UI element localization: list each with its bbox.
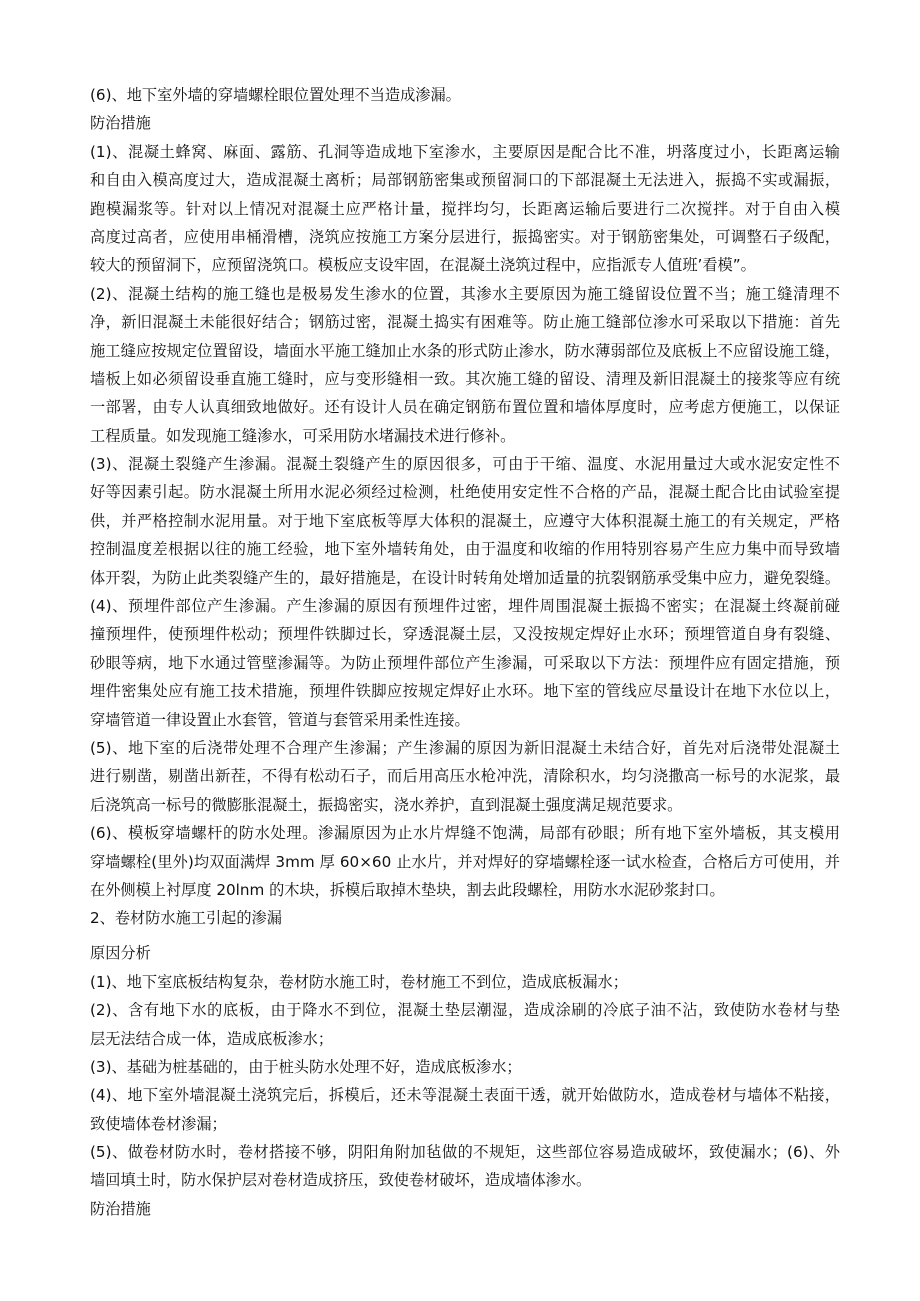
text-line: 好等因素引起。防水混凝土所用水泥必须经过检测，杜绝使用安定性不合格的产品，混凝土配合比由试验室提 [90,483,840,502]
text-line: 高度过高者，应使用串桶滑槽，浇筑应按施工方案分层进行，振捣密实。对于钢筋密集处，可调整石子级配， [90,227,840,246]
text-line: 控制温度差根据以往的施工经验，地下室外墙转角处，由于温度和收缩的作用特别容易产生应力集中而导致墙 [90,540,840,559]
text-line: 较大的预留洞下，应预留浇筑口。模板应支设牢固，在混凝土浇筑过程中，应指派专人值班’看模”。 [90,256,756,275]
text-line: 2、卷材防水施工引起的渗漏 [90,909,282,928]
text-line: 工程质量。如发现施工缝渗水，可采用防水堵漏技术进行修补。 [90,426,516,445]
text-line: 墙回填土时，防水保护层对卷材造成挤压，致使卷材破坏，造成墙体渗水。 [90,1171,592,1190]
text-line: (1)、地下室底板结构复杂，卷材防水施工时，卷材施工不到位，造成底板漏水； [90,972,628,991]
text-line: 施工缝应按规定位置留设，墙面水平施工缝加止水条的形式防止渗水，防水薄弱部位及底板上不应留设施工缝， [90,341,840,360]
document-body [90,83,840,1225]
text-line: (5)、地下室的后浇带处理不合理产生渗漏；产生渗漏的原因为新旧混凝土未结合好，首先对后浇带处混凝土 [90,738,840,757]
text-line: 净，新旧混凝土未能很好结合；钢筋过密，混凝土捣实有困难等。防止施工缝部位渗水可采取以下措施：首先 [90,313,840,332]
text-line: 层无法结合成一体，造成底板渗水； [90,1029,333,1048]
text-line: 体开裂，为防止此类裂缝产生的，最好措施是，在设计时转角处增加适量的抗裂钢筋承受集中应力，避免裂缝。 [90,568,840,587]
text-line: 后浇筑高一标号的微膨胀混凝土，振捣密实，浇水养护，直到混凝土强度满足规范要求。 [90,795,683,814]
text-line: 致使墙体卷材渗漏； [90,1114,227,1133]
text-line: (2)、混凝土结构的施工缝也是极易发生渗水的位置，其渗水主要原因为施工缝留设位置不当；施工缝清理不 [90,284,840,303]
text-line: 进行剔凿，剔凿出新茬，不得有松动石子，而后用高压水枪冲洗，清除积水，均匀浇撒高一标号的水泥浆，最 [90,767,840,786]
text-line: 跑模漏浆等。针对以上情况对混凝土应严格计量，搅拌均匀，长距离运输后要进行二次搅拌。对于自由入模 [90,199,840,218]
text-line: 埋件密集处应有施工技术措施，预埋件铁脚应按规定焊好止水环。地下室的管线应尽量设计在地下水位以上， [90,682,840,701]
text-line: (6)、地下室外墙的穿墙螺栓眼位置处理不当造成渗漏。 [90,86,461,104]
text-line: 在外侧模上衬厚度 20lnm 的木块，拆模后取掉木垫块，割去此段螺栓，用防水水泥砂浆封口。 [90,880,725,899]
text-line: (4)、预埋件部位产生渗漏。产生渗漏的原因有预埋件过密，埋件周围混凝土振捣不密实；在混凝土终凝前碰 [90,597,840,616]
text-line: 防治措施 [90,1199,151,1218]
text-line: (5)、做卷材防水时，卷材搭接不够，阴阳角附加毡做的不规矩，这些部位容易造成破坏，致使漏水；(6)、外 [90,1143,840,1162]
text-line: 防治措施 [90,114,151,133]
text-line: 穿墙螺栓(里外)均双面满焊 3mm 厚 60×60 止水片，并对焊好的穿墙螺栓逐一试水检查，合格后方可使用，并 [90,852,840,871]
text-line: 一部署，由专人认真细致地做好。还有设计人员在确定钢筋布置位置和墙体厚度时，应考虑方便施工，以保证 [90,398,840,417]
text-line: 墙板上如必须留设垂直施工缝时，应与变形缝相一致。其次施工缝的留设、清理及新旧混凝土的接浆等应有统 [90,369,840,388]
text-line: (3)、混凝土裂缝产生渗漏。混凝土裂缝产生的原因很多，可由于干缩、温度、水泥用量过大或水泥安定性不 [90,455,840,474]
text-line: (2)、含有地下水的底板，由于降水不到位，混凝土垫层潮湿，造成涂刷的冷底子油不沾，致使防水卷材与垫 [90,1001,840,1020]
text-line: (4)、地下室外墙混凝土浇筑完后，拆模后，还未等混凝土表面干透，就开始做防水，造成卷材与墙体不粘接， [90,1086,840,1105]
text-line: 和自由入模高度过大，造成混凝土离析；局部钢筋密集或预留洞口的下部混凝土无法进入，振捣不实或漏振， [90,171,840,190]
text-line: 穿墙管道一律设置止水套管，管道与套管采用柔性连接。 [90,710,470,729]
text-line: 供，并严格控制水泥用量。对于地下室底板等厚大体积的混凝土，应遵守大体积混凝土施工的有关规定，严格 [90,511,840,530]
text-line: 砂眼等病，地下水通过管壁渗漏等。为防止预埋件部位产生渗漏，可采取以下方法：预埋件应有固定措施，预 [90,653,840,672]
text-line: 原因分析 [90,944,151,963]
text-line: (6)、模板穿墙螺杆的防水处理。渗漏原因为止水片焊缝不饱满，局部有砂眼；所有地下室外墙板，其支模用 [90,824,840,843]
text-line: 撞预埋件，使预埋件松动；预埋件铁脚过长，穿透混凝土层，又没按规定焊好止水环；预埋管道自身有裂缝、 [90,625,840,644]
text-line: (3)、基础为桩基础的，由于桩头防水处理不好，造成底板渗水； [90,1057,522,1076]
text-line: (1)、混凝土蜂窝、麻面、露筋、孔洞等造成地下室渗水，主要原因是配合比不准，坍落度过小，长距离运输 [90,142,840,161]
